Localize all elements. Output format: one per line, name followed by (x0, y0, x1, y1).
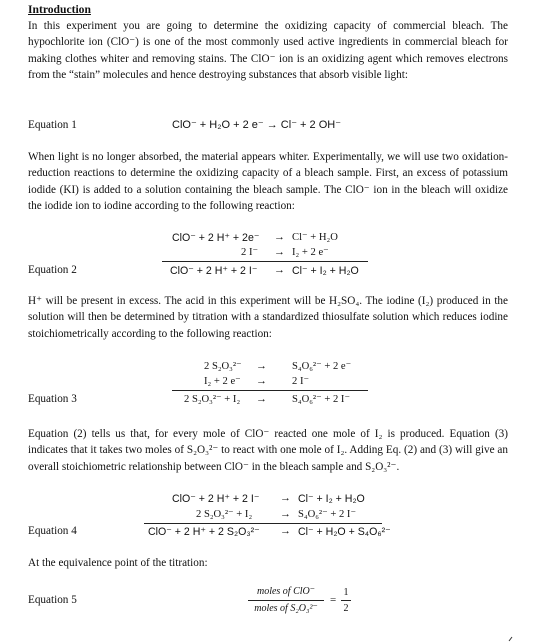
equation-4-line-1-reactants: ClO⁻ + 2 H⁺ + 2 I⁻ (172, 493, 260, 505)
equation-3-line-2-reactants: I₂ + 2 e⁻ (204, 376, 241, 387)
equation-4-line-2-products: S₄O₆²⁻ + 2 I⁻ (298, 509, 357, 520)
reaction-arrow: → (256, 360, 267, 372)
equation-5-label: Equation 5 (28, 594, 77, 606)
equation-1: ClO⁻ + H₂O + 2 e⁻ → Cl⁻ + 2 OH⁻ (172, 119, 342, 131)
equation-5-numerator: moles of ClO⁻ (256, 586, 316, 597)
equation-3-line-1-reactants: 2 S₂O₃²⁻ (204, 361, 242, 372)
reaction-arrow: → (274, 246, 285, 258)
equation-4-line-2-reactants: 2 S₂O₃²⁻ + I₂ (196, 509, 253, 520)
paragraph-redox: When light is no longer absorbed, the material appears whiter. Experimentally, we will use two oxidation-reduction reactions to determine the oxidizing capacity of a bleach sample. First, an excess of potassium iodide (KI) is added to a solution containing the bleach sample. The ClO⁻ ion in the bleach will oxidize the iodide ion to iodine according to the following reaction: (28, 151, 508, 213)
equation-2-net-reactants: ClO⁻ + 2 H⁺ + 2 I⁻ (170, 265, 258, 277)
equation-3-label: Equation 3 (28, 393, 77, 405)
equation-2-line-1-products: Cl⁻ + H₂O (292, 232, 338, 243)
equation-5-rhs-numerator: 1 (343, 587, 349, 598)
paragraph-titration: H⁺ will be present in excess. The acid in this experiment will be H₂SO₄. The iodine (I₂) produced in the solution will then be determined by titration with a standardized thiosulfate solution which reduces iodine stoichiometrically according to the following reaction: (28, 295, 508, 340)
reaction-arrow: → (280, 508, 291, 520)
reaction-arrow: → (280, 492, 291, 504)
reaction-arrow: → (274, 231, 285, 243)
equation-4-net-products: Cl⁻ + H₂O + S₄O₆²⁻ (298, 526, 391, 538)
equation-5-equals: = (330, 594, 337, 606)
equation-4-line-1-products: Cl⁻ + I₂ + H₂O (298, 493, 365, 505)
paragraph-equivalence: At the equivalence point of the titration: (28, 557, 208, 569)
section-heading: Introduction (28, 3, 91, 16)
equation-4-net-reactants: ClO⁻ + 2 H⁺ + 2 S₂O₃²⁻ (148, 526, 260, 538)
reaction-arrow: → (256, 375, 267, 387)
equation-2-line-2-products: I₂ + 2 e⁻ (292, 247, 329, 258)
equation-3-line-2-products: 2 I⁻ (292, 376, 310, 387)
page-corner-mark (508, 636, 514, 642)
equation-3-line-1-products: S₄O₆²⁻ + 2 e⁻ (292, 361, 352, 372)
equation-3-net-reactants: 2 S₂O₃²⁻ + I₂ (184, 394, 241, 405)
equation-4-label: Equation 4 (28, 525, 77, 537)
equation-3-sum-rule (172, 390, 368, 391)
reaction-arrow: → (274, 264, 285, 276)
equation-5-denominator: moles of S₂O₃²⁻ (254, 603, 318, 614)
paragraph-stoichiometry: Equation (2) tells us that, for every mole of ClO⁻ reacted one mole of I₂ is produced. Equation (3) indicates that it takes two moles of S₂O₃²⁻ to react with one mole of I₂. Adding Eq. (2) and (3) will give an overall stoichiometric relationship between ClO⁻ in the bleach sample and S₂O₃²⁻. (28, 428, 508, 473)
paragraph-intro: In this experiment you are going to determine the oxidizing capacity of commercial bleach. The hypochlorite ion (ClO⁻) is one of the most commonly used active ingredients in commercial bleach for making clothes whiter and removing stains. The ClO⁻ ion is an oxidizing agent which removes electrons from the “stain” molecules and hence destroying substances that absorb visible light: (28, 20, 508, 82)
equation-3-net-products: S₄O₆²⁻ + 2 I⁻ (292, 394, 351, 405)
equation-2-line-2-reactants: 2 I⁻ (241, 247, 259, 258)
reaction-arrow: → (280, 525, 291, 537)
equation-5-rhs-denominator: 2 (343, 603, 349, 614)
equation-1-label: Equation 1 (28, 119, 77, 131)
reaction-arrow: → (256, 393, 267, 405)
equation-2-net-products: Cl⁻ + I₂ + H₂O (292, 265, 359, 277)
equation-2-sum-rule (162, 261, 368, 262)
equation-2-label: Equation 2 (28, 264, 77, 276)
equation-2-line-1-reactants: ClO⁻ + 2 H⁺ + 2e⁻ (172, 232, 260, 244)
